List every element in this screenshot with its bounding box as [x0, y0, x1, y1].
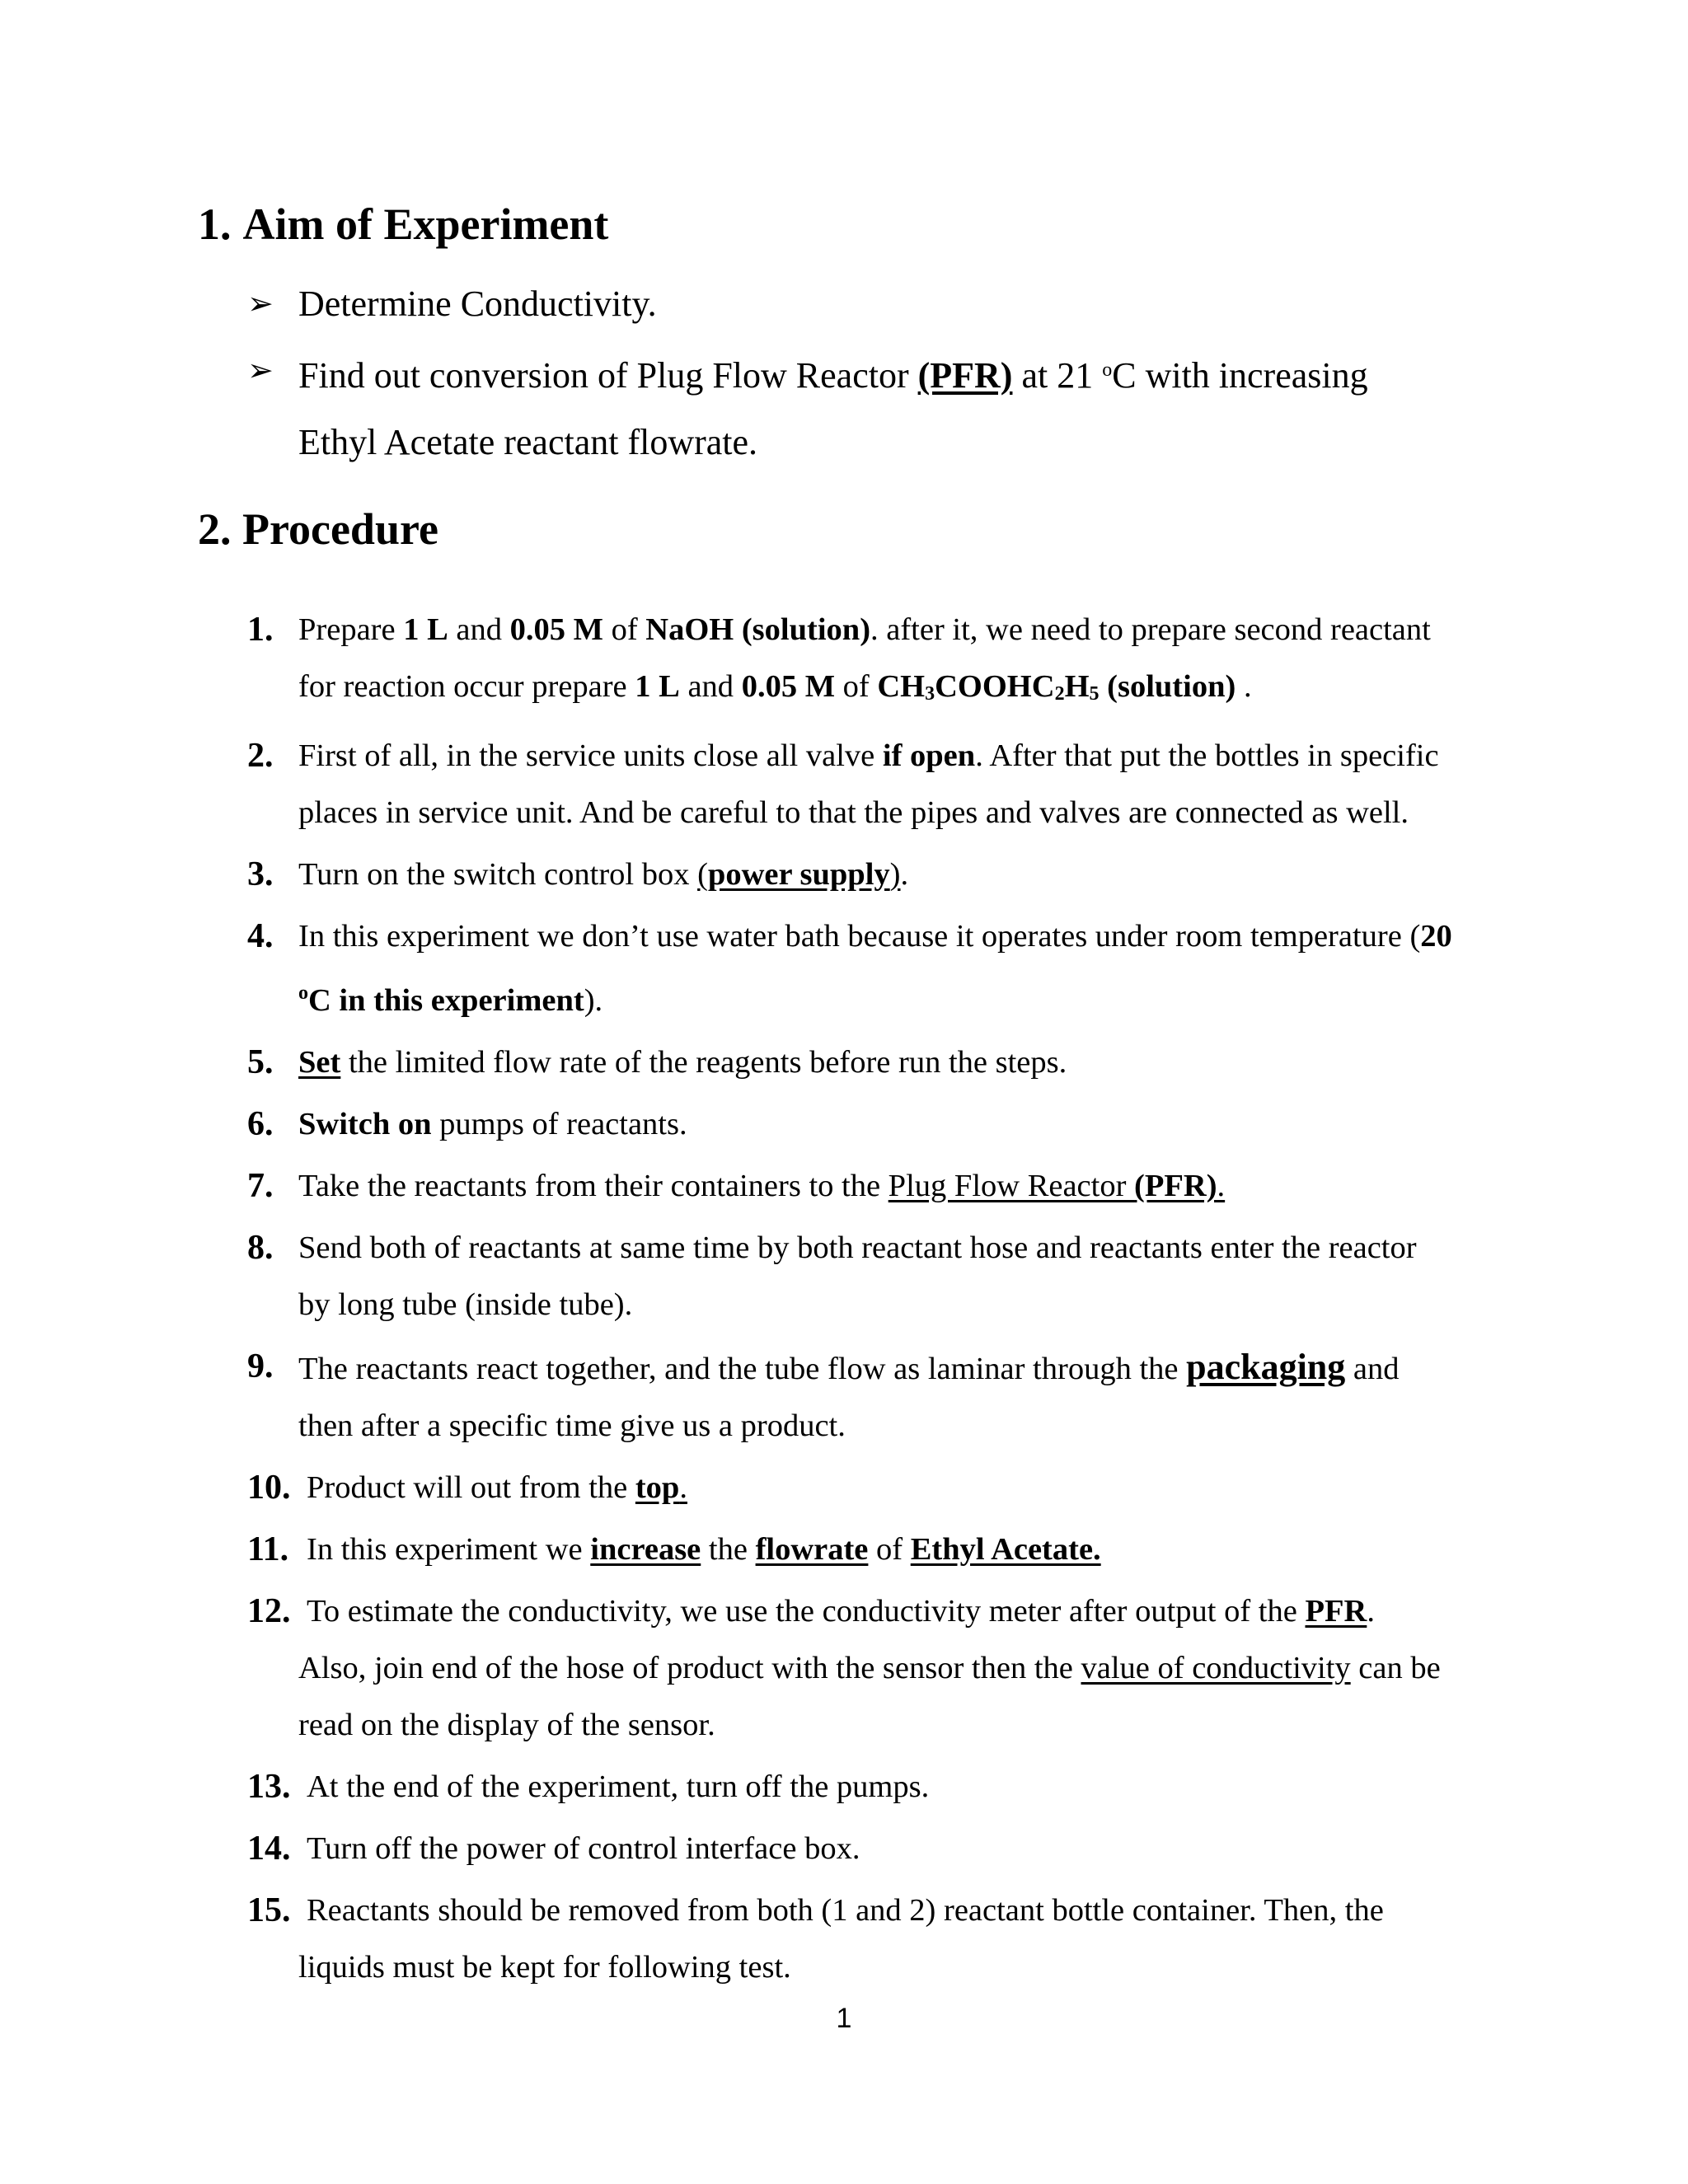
- step-number: 3.: [247, 855, 274, 893]
- chemical-formula: [877, 669, 1236, 704]
- step-text: . After that put the bottles in specific: [975, 738, 1439, 773]
- step-line: [298, 965, 1500, 1029]
- step-text: Ethyl Acetate.: [910, 1532, 1101, 1567]
- step-text: The reactants react together, and the tube flow as laminar through the: [298, 1352, 1187, 1386]
- step-text: In this experiment we: [307, 1532, 591, 1567]
- step-number: 9.: [247, 1347, 274, 1385]
- pfr-abbreviation: (PFR): [917, 355, 1013, 396]
- arrow-bullet-icon: ➢: [247, 285, 274, 321]
- step-text: In this experiment we don’t use water bath because it operates under room temperature (: [298, 919, 1421, 954]
- section-heading-aim: [198, 198, 608, 251]
- step-text: . after it, we need to prepare second reactant: [870, 612, 1431, 647]
- procedure-step: [247, 1220, 1500, 1333]
- step-number: 5.: [247, 1043, 274, 1081]
- procedure-step: [247, 846, 1500, 903]
- step-text: the: [701, 1532, 756, 1567]
- procedure-step: [247, 1096, 1500, 1153]
- step-text: packaging: [1186, 1347, 1346, 1387]
- step-text: can be: [1350, 1651, 1441, 1685]
- step-text: the limited flow rate of the reagents before run the steps.: [340, 1045, 1067, 1080]
- step-text: top: [635, 1470, 680, 1505]
- formula-subscript: 2: [1054, 683, 1065, 705]
- step-text: [889, 1169, 1225, 1203]
- step-text: if open: [882, 738, 976, 773]
- step-text: Prepare: [298, 612, 404, 647]
- section-heading-procedure: [198, 503, 438, 555]
- aim-text: Ethyl Acetate reactant flowrate.: [298, 422, 758, 462]
- step-text: PFR: [1305, 1594, 1367, 1629]
- aim-text: Determine Conductivity.: [298, 284, 657, 324]
- step-text: (PFR): [1134, 1169, 1217, 1203]
- step-text: of: [835, 669, 878, 704]
- step-text: To estimate the conductivity, we use the conductivity meter after output of the: [307, 1594, 1306, 1629]
- step-number: 15.: [247, 1891, 291, 1929]
- procedure-step: [247, 908, 1500, 1029]
- step-text: Product will out from the: [307, 1470, 635, 1505]
- procedure-step: [247, 1821, 1500, 1877]
- step-text: liquids must be kept for following test.: [298, 1950, 791, 1985]
- page-number: 1: [836, 2003, 852, 2034]
- step-line: [298, 1640, 1500, 1697]
- step-text: Send both of reactants at same time by both reactant hose and reactants enter the reactor: [298, 1230, 1417, 1265]
- step-text: Reactants should be removed from both (1 and 2) reactant bottle container. Then, the: [307, 1893, 1384, 1928]
- procedure-step: [247, 1882, 1500, 1996]
- step-text: (: [697, 857, 708, 892]
- step-text: and: [1345, 1352, 1400, 1386]
- step-text: read on the display of the sensor.: [298, 1708, 715, 1742]
- step-text: of: [868, 1532, 911, 1567]
- step-number: 8.: [247, 1229, 274, 1267]
- step-text: 1 L: [635, 669, 680, 704]
- section-title: Aim of Experiment: [242, 199, 609, 249]
- step-text: C in this experiment: [308, 983, 584, 1018]
- step-text: .: [1236, 669, 1252, 704]
- step-text: .: [1217, 1169, 1226, 1203]
- step-text: ): [889, 857, 901, 892]
- degree-sign: o: [298, 982, 308, 1004]
- step-text: by long tube (inside tube).: [298, 1287, 633, 1322]
- step-text: At the end of the experiment, turn off the pumps.: [307, 1769, 930, 1804]
- step-text: increase: [590, 1532, 701, 1567]
- step-number: 4.: [247, 917, 274, 955]
- procedure-step: [247, 1759, 1500, 1816]
- step-text: 0.05 M: [509, 612, 603, 647]
- aim-text: at 21: [1012, 355, 1103, 396]
- step-text: Turn off the power of control interface box.: [307, 1831, 860, 1866]
- step-text: for reaction occur prepare: [298, 669, 635, 704]
- procedure-step: [247, 1521, 1500, 1578]
- aim-text: Find out conversion of Plug Flow Reactor: [298, 355, 918, 396]
- step-text: ).: [584, 983, 603, 1018]
- step-text: .: [900, 857, 909, 892]
- step-text: First of all, in the service units close all valve: [298, 738, 883, 773]
- procedure-step: [247, 1583, 1500, 1754]
- step-number: 1.: [247, 611, 274, 649]
- procedure-step: [247, 728, 1500, 841]
- procedure-step: [247, 1158, 1500, 1215]
- procedure-step: [247, 1338, 1500, 1455]
- step-number: 11.: [247, 1530, 289, 1568]
- aim-item: [247, 270, 1533, 337]
- step-text: 0.05 M: [741, 669, 836, 704]
- section-number: 2.: [198, 504, 242, 554]
- step-text: Switch on: [298, 1107, 432, 1141]
- step-number: 12.: [247, 1592, 291, 1630]
- step-text: then after a specific time give us a product.: [298, 1408, 846, 1443]
- formula-part: COOHC: [935, 669, 1055, 704]
- formula-part: CH: [877, 669, 926, 704]
- step-number: 13.: [247, 1768, 291, 1806]
- step-text: pumps of reactants.: [431, 1107, 687, 1141]
- procedure-list: [247, 602, 1500, 2001]
- formula-part: (solution): [1099, 669, 1236, 704]
- step-number: 7.: [247, 1167, 274, 1205]
- section-title: Procedure: [242, 504, 438, 554]
- aim-text: C with increasing: [1112, 355, 1368, 396]
- step-text: 1 L: [403, 612, 448, 647]
- step-text: Also, join end of the hose of product with the sensor then the: [298, 1651, 1081, 1685]
- procedure-step: [247, 602, 1500, 723]
- step-text: NaOH (solution): [645, 612, 871, 647]
- step-text: Take the reactants from their containers to the: [298, 1169, 889, 1203]
- procedure-step: [247, 1460, 1500, 1516]
- step-text: power supply: [707, 857, 890, 892]
- step-text: [697, 857, 900, 892]
- step-line: [298, 658, 1500, 723]
- step-text: value of conductivity: [1081, 1651, 1351, 1685]
- formula-part: H: [1064, 669, 1090, 704]
- step-text: 20: [1420, 919, 1452, 954]
- step-text: and: [448, 612, 510, 647]
- step-text: flowrate: [755, 1532, 869, 1567]
- formula-subscript: 3: [925, 683, 935, 705]
- step-text: .: [679, 1470, 687, 1505]
- step-text: Set: [298, 1045, 341, 1080]
- step-number: 6.: [247, 1105, 274, 1143]
- section-number: 1.: [198, 199, 232, 249]
- step-text: places in service unit. And be careful to that the pipes and valves are connected as well.: [298, 795, 1409, 830]
- step-number: 10.: [247, 1469, 291, 1507]
- step-text: Turn on the switch control box: [298, 857, 698, 892]
- step-text: of: [603, 612, 646, 647]
- procedure-step: [247, 1034, 1500, 1091]
- aim-item: [247, 337, 1533, 476]
- arrow-bullet-icon: ➢: [247, 352, 274, 388]
- step-text: .: [1367, 1594, 1375, 1629]
- degree-sign: o: [1102, 359, 1113, 381]
- step-text: Plug Flow Reactor: [888, 1169, 1135, 1203]
- formula-subscript: 5: [1089, 683, 1100, 705]
- step-number: 14.: [247, 1830, 291, 1868]
- step-text: and: [679, 669, 742, 704]
- step-number: 2.: [247, 737, 274, 775]
- aim-list: [247, 270, 1533, 476]
